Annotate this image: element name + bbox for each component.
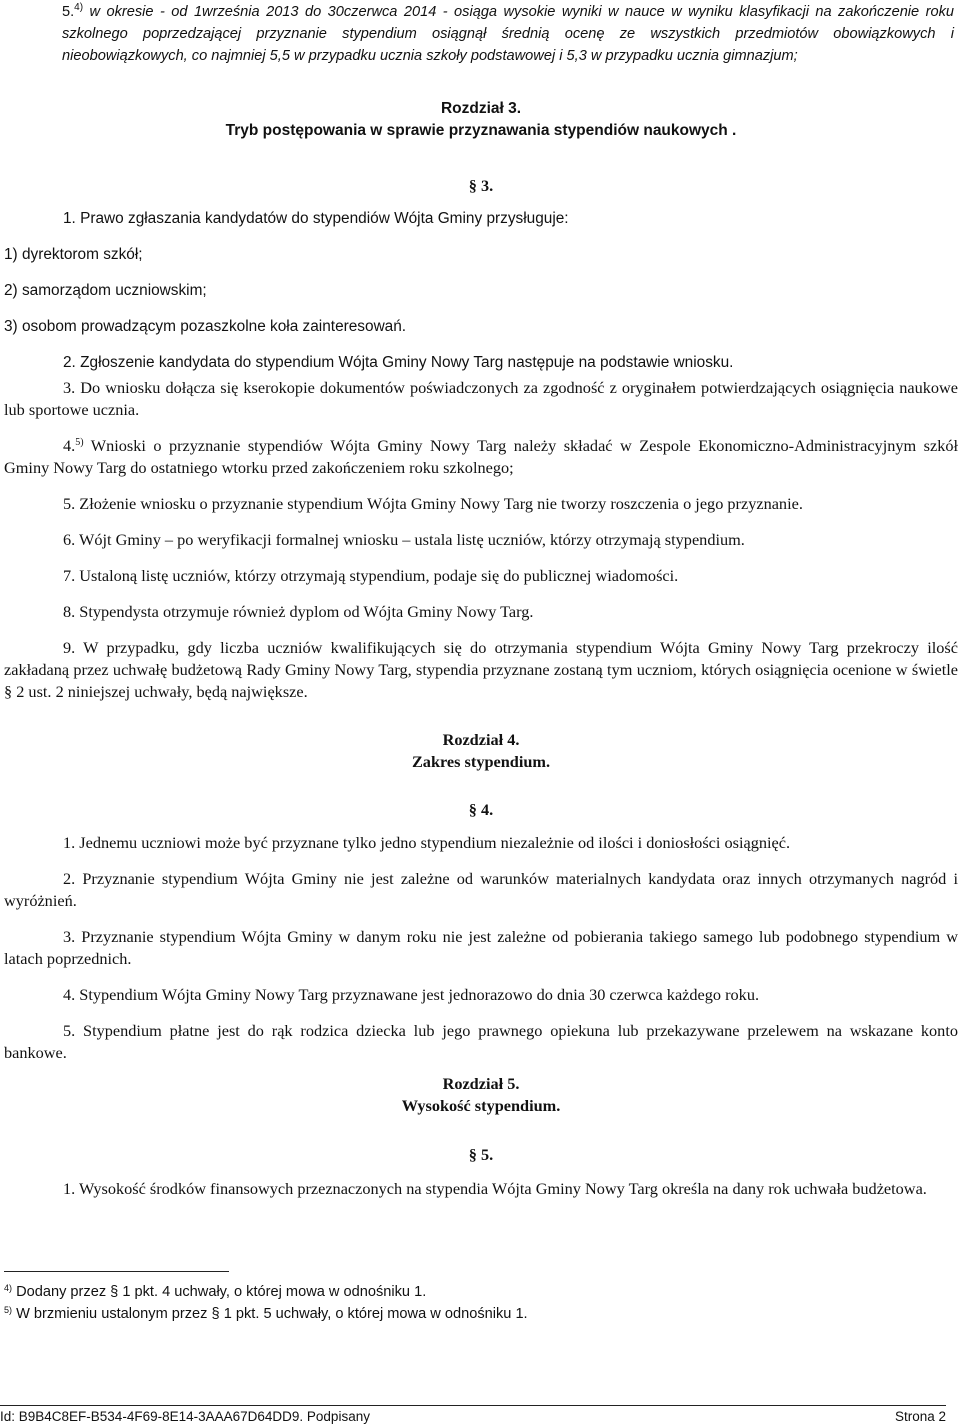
- footnotes: [4, 1281, 954, 1325]
- section-item: 8. Stypendysta otrzymuje również dyplom od Wójta Gminy Nowy Targ.: [63, 602, 534, 621]
- footnote-ref: 5): [75, 437, 84, 448]
- section-item: 1. Jednemu uczniowi może być przyznane tylko jedno stypendium niezależnie od ilości i doniosłości osiągnięć.: [63, 833, 791, 852]
- section-item: 4.$^{5)}$ Wnioski o przyznanie stypendiów Wójta Gminy Nowy Targ należy składać w Zespole Ekonomiczno-Administracyjnym szkół Gminy Nowy Targ do ostatniego wtorku przed zakończeniem roku szkolnego;: [4, 436, 958, 477]
- section-4: [4, 832, 958, 1064]
- section-item: 7. Ustaloną listę uczniów, którzy otrzymają stypendium, podaje się do publicznej wiadomości.: [63, 566, 679, 585]
- section-mark: § 5.: [468, 1145, 494, 1164]
- section-item: 9. W przypadku, gdy liczba uczniów kwalifikujących się do otrzymania stypendium Wójta Gminy Nowy Targ przekroczy ilość zakładaną przez uchwałę budżetową Rady Gminy Nowy Targ, stypendia przyznane zostaną tym uczniom, których osiągnięcia ocenione w świetle § 2 ust. 2 niniejszej uchwały, będą największe.: [4, 638, 958, 701]
- list-item: 2) samorządom uczniowskim;: [4, 282, 207, 299]
- page-number: Strona 2: [894, 1409, 946, 1424]
- section-item: 6. Wójt Gminy – po weryfikacji formalnej wniosku – ustala listę uczniów, którzy otrzymają stypendium.: [63, 530, 745, 549]
- section-item: 2. Zgłoszenie kandydata do stypendium Wójta Gminy Nowy Targ następuje na podstawie wniosku.: [63, 354, 734, 371]
- chapter-title: Wysokość stypendium.: [401, 1096, 561, 1115]
- section-3-part2: [4, 377, 958, 703]
- section-item: 1. Prawo zgłaszania kandydatów do stypendiów Wójta Gminy przysługuje:: [63, 210, 569, 227]
- section-item: 5. Stypendium płatne jest do rąk rodzica dziecka lub jego prawnego opiekuna lub przekazywane przelewem na wskazane konto bankowe.: [4, 1021, 958, 1062]
- section-3-part1: [4, 208, 958, 374]
- section-item: 2. Przyznanie stypendium Wójta Gminy nie jest zależne od warunków materialnych kandydata oraz innych otrzymanych nagród i wyróżnień.: [4, 869, 958, 910]
- footnote: $^{4)}$ Dodany przez § 1 pkt. 4 uchwały, o której mowa w odnośniku 1.: [4, 1283, 427, 1300]
- chapter-title: Zakres stypendium.: [411, 752, 551, 771]
- chapter-5-heading: [4, 1073, 958, 1117]
- item-number: 5.: [62, 4, 75, 20]
- chapter-4-heading: [4, 729, 958, 773]
- section-mark: § 4.: [468, 800, 494, 819]
- item-text: w okresie - od 1września 2013 do 30czerwca 2014 - osiąga wysokie wyniki w nauce w wyniku klasyfikacji na zakończenie roku szkolnego poprzedzającej przyznanie stypendium osiągnął średnią ocenę ze wszystkich przedmiotów obowiązkowych i nieobowiązkowych, co najmniej 5,5 w przypadku ucznia szkoły podstawowej i 5,3 w przypadku ucznia gimnazjum;: [62, 4, 954, 64]
- section-item: 5. Złożenie wniosku o przyznanie stypendium Wójta Gminy Nowy Targ nie tworzy roszczenia o jego przyznanie.: [63, 494, 803, 513]
- chapter-title: Tryb postępowania w sprawie przyznawania stypendiów naukowych .: [225, 122, 737, 139]
- chapter-label: Rozdział 3.: [440, 100, 522, 117]
- section-mark: § 3.: [468, 176, 494, 195]
- list-item: 1) dyrektorom szkół;: [4, 246, 143, 263]
- page-footer: [0, 1409, 946, 1424]
- section-item: 3. Do wniosku dołącza się kserokopie dokumentów poświadczonych za zgodność z oryginałem potwierdzających osiągnięcia naukowe lub sportowe ucznia.: [4, 378, 958, 419]
- paragraph-5: [62, 1, 954, 67]
- chapter-3-heading: [4, 98, 958, 142]
- section-item: 4. Stypendium Wójta Gminy Nowy Targ przyznawane jest jednorazowo do dnia 30 czerwca każdego roku.: [63, 985, 760, 1004]
- section-5: [4, 1178, 958, 1200]
- section-item: 3. Przyznanie stypendium Wójta Gminy w danym roku nie jest zależne od pobierania takiego samego lub podobnego stypendium w latach poprzednich.: [4, 927, 958, 968]
- chapter-label: Rozdział 5.: [442, 1074, 520, 1093]
- footnote: $^{5)}$ W brzmieniu ustalonym przez § 1 pkt. 5 uchwały, o której mowa w odnośniku 1.: [4, 1305, 528, 1322]
- footer-rule: [0, 1405, 946, 1406]
- document-id: Id: B9B4C8EF-B534-4F69-8E14-3AAA67D64DD9. Podpisany: [0, 1409, 370, 1424]
- chapter-label: Rozdział 4.: [442, 730, 520, 749]
- footnote-separator: [4, 1271, 229, 1272]
- list-item: 3) osobom prowadzącym pozaszkolne koła zainteresowań.: [4, 318, 407, 335]
- section-item: 1. Wysokość środków finansowych przeznaczonych na stypendia Wójta Gminy Nowy Targ określa na dany rok uchwała budżetowa.: [63, 1179, 927, 1198]
- footnote-ref: 4): [74, 2, 84, 13]
